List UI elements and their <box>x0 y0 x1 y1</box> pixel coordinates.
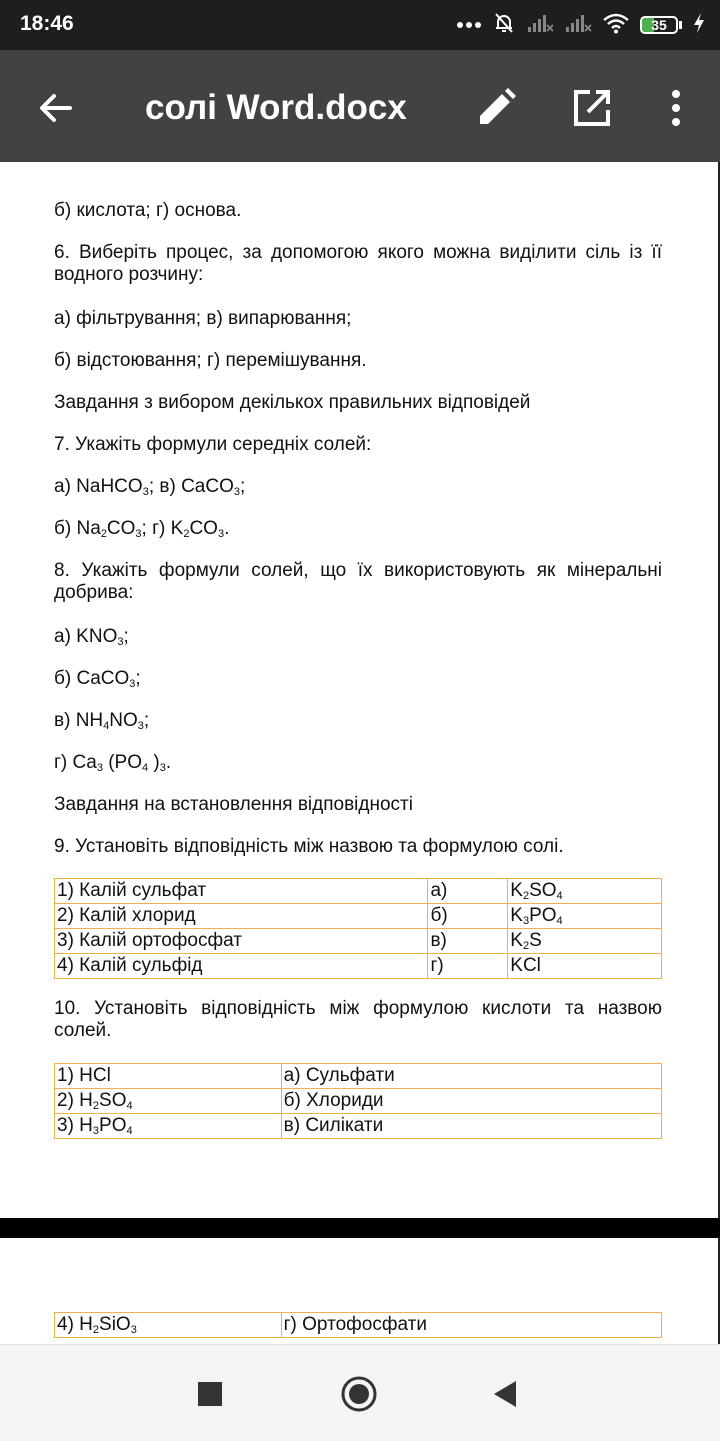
table-row <box>55 904 662 929</box>
text-run: б) CaCO <box>54 668 130 689</box>
back-arrow-icon[interactable] <box>32 84 80 132</box>
subscript: 3 <box>96 762 103 774</box>
table-row <box>55 879 662 904</box>
text-run: ) <box>148 752 160 773</box>
app-bar <box>0 50 720 162</box>
text-run: NO <box>109 710 138 731</box>
status-bar <box>0 0 720 50</box>
salt-name-cell: 1) Калій сульфат <box>55 879 428 904</box>
subscript: 4 <box>126 1100 133 1112</box>
recents-square-icon[interactable] <box>198 1382 222 1406</box>
subscript: 2 <box>92 1100 100 1112</box>
table-q10-continued <box>54 1312 662 1338</box>
subscript: 2 <box>100 528 107 540</box>
subscript: 4 <box>142 762 149 774</box>
text-run: . <box>165 752 172 773</box>
option-letter-cell: б) <box>428 904 508 929</box>
answer-line <box>54 518 662 540</box>
text-run: 8. Укажіть формули солей, що їх використовують як мінеральні добрива: <box>54 560 662 603</box>
answer-line <box>54 350 662 372</box>
salt-name-cell: 3) Калій ортофосфат <box>55 929 428 954</box>
section-heading <box>54 392 662 414</box>
text-run: 1) HCl <box>57 1065 111 1086</box>
alarm-off-icon <box>492 11 516 40</box>
more-vert-icon[interactable] <box>656 84 696 132</box>
more-dots-icon <box>456 16 482 34</box>
text-run: ; <box>143 710 150 731</box>
text-run: SO <box>529 880 557 901</box>
subscript: 3 <box>137 720 144 732</box>
subscript: 2 <box>183 528 190 540</box>
text-run: K <box>510 930 523 951</box>
text-run: ; <box>135 668 141 689</box>
text-run: ; в) CaCO <box>148 476 234 497</box>
battery-icon <box>640 16 682 34</box>
text-run: 4) H <box>57 1314 93 1335</box>
text-run: K <box>510 880 523 901</box>
acid-formula-cell <box>55 1064 282 1089</box>
text-run: CO <box>189 518 218 539</box>
answer-line <box>54 710 662 732</box>
answer-line <box>54 752 662 774</box>
table-row <box>55 1114 662 1139</box>
question-6 <box>54 242 662 286</box>
text-run: KCl <box>510 955 541 976</box>
acid-formula-cell <box>55 1114 282 1139</box>
text-run: (PO <box>102 752 143 773</box>
text-run: SO <box>99 1090 127 1111</box>
subscript: 3 <box>522 915 530 927</box>
subscript: 4 <box>103 720 110 732</box>
document-page-2[interactable] <box>0 1238 720 1344</box>
signal-1-icon <box>526 13 554 38</box>
question-10 <box>54 998 662 1042</box>
salt-group-cell: г) Ортофосфати <box>281 1313 661 1338</box>
page-separator <box>0 1218 720 1238</box>
text-run: а) фільтрування; в) випарювання; <box>54 308 352 329</box>
text-run: PO <box>99 1115 127 1136</box>
salt-name-cell: 4) Калій сульфід <box>55 954 428 979</box>
subscript: 4 <box>126 1125 133 1137</box>
subscript: 3 <box>129 678 136 690</box>
navigation-bar <box>0 1344 720 1441</box>
text-run: Завдання на встановлення відповідності <box>54 794 413 815</box>
home-circle-icon[interactable] <box>341 1376 377 1412</box>
text-run: ; г) K <box>141 518 184 539</box>
table-q9 <box>54 878 662 979</box>
text-run: б) кислота; г) основа. <box>54 200 242 221</box>
subscript: 4 <box>556 915 563 927</box>
text-run: а) KNO <box>54 626 118 647</box>
subscript: 3 <box>135 528 142 540</box>
table-q10 <box>54 1063 662 1139</box>
text-run: в) NH <box>54 710 104 731</box>
subscript: 3 <box>142 486 149 498</box>
subscript: 3 <box>217 528 225 540</box>
status-time: 18:46 <box>20 12 74 35</box>
salt-formula-cell <box>508 879 662 904</box>
subscript: 2 <box>92 1324 100 1336</box>
text-run: Завдання з вибором декількох правильних відповідей <box>54 392 531 413</box>
text-run: SiO <box>99 1314 131 1335</box>
table-row <box>55 954 662 979</box>
text-run: 9. Установіть відповідність між назвою та формулою солі. <box>54 836 564 857</box>
signal-2-icon <box>564 13 592 38</box>
text-run: а) NaHCO <box>54 476 143 497</box>
answer-line <box>54 200 662 222</box>
subscript: 2 <box>522 890 530 902</box>
answer-line <box>54 308 662 330</box>
salt-formula-cell <box>508 929 662 954</box>
text-run: 3) H <box>57 1115 93 1136</box>
wifi-icon <box>602 12 630 39</box>
section-heading <box>54 794 662 816</box>
answer-line <box>54 668 662 690</box>
table-row <box>55 1313 662 1338</box>
question-7 <box>54 434 662 456</box>
text-run: 7. Укажіть формули середніх солей: <box>54 434 372 455</box>
table-row <box>55 1089 662 1114</box>
acid-formula-cell <box>55 1089 282 1114</box>
subscript: 3 <box>117 636 124 648</box>
text-run: ; <box>239 476 246 497</box>
text-run: ; <box>123 626 129 647</box>
text-run: 6. Виберіть процес, за допомогою якого можна виділити сіль із її водного розчину: <box>54 242 662 285</box>
text-run: 10. Установіть відповідність між формулою кислоти та назвою солей. <box>54 998 662 1041</box>
text-run: CO <box>106 518 136 539</box>
text-run: . <box>224 518 230 539</box>
text-run: г) Ca <box>54 752 97 773</box>
option-letter-cell: г) <box>428 954 508 979</box>
salt-group-cell: в) Силікати <box>281 1114 661 1139</box>
back-triangle-icon[interactable] <box>492 1379 518 1409</box>
text-run: S <box>529 930 542 951</box>
text-run: K <box>510 905 523 926</box>
edit-pencil-icon[interactable] <box>472 84 520 132</box>
open-external-icon[interactable] <box>568 84 616 132</box>
answer-line <box>54 626 662 648</box>
text-run: 2) H <box>57 1090 93 1111</box>
battery-level: 35 <box>651 17 667 33</box>
text-run: PO <box>529 905 557 926</box>
subscript: 3 <box>130 1324 137 1336</box>
table-row <box>55 929 662 954</box>
option-letter-cell: а) <box>428 879 508 904</box>
salt-group-cell: б) Хлориди <box>281 1089 661 1114</box>
text-run: б) Na <box>54 518 101 539</box>
acid-formula-cell <box>55 1313 282 1338</box>
question-8 <box>54 560 662 604</box>
subscript: 3 <box>159 762 166 774</box>
salt-formula-cell <box>508 954 662 979</box>
subscript: 3 <box>233 486 240 498</box>
question-9 <box>54 836 662 858</box>
answer-line <box>54 476 662 498</box>
option-letter-cell: в) <box>428 929 508 954</box>
salt-group-cell: а) Сульфати <box>281 1064 661 1089</box>
salt-formula-cell <box>508 904 662 929</box>
status-icons <box>456 12 706 38</box>
subscript: 4 <box>556 890 563 902</box>
charging-bolt-icon <box>692 12 706 39</box>
salt-name-cell: 2) Калій хлорид <box>55 904 428 929</box>
document-title: солі Word.docx <box>145 88 407 127</box>
text-run: б) відстоювання; г) перемішування. <box>54 350 367 371</box>
document-page[interactable] <box>0 162 720 1218</box>
table-row <box>55 1064 662 1089</box>
subscript: 3 <box>92 1125 100 1137</box>
subscript: 2 <box>522 940 530 952</box>
